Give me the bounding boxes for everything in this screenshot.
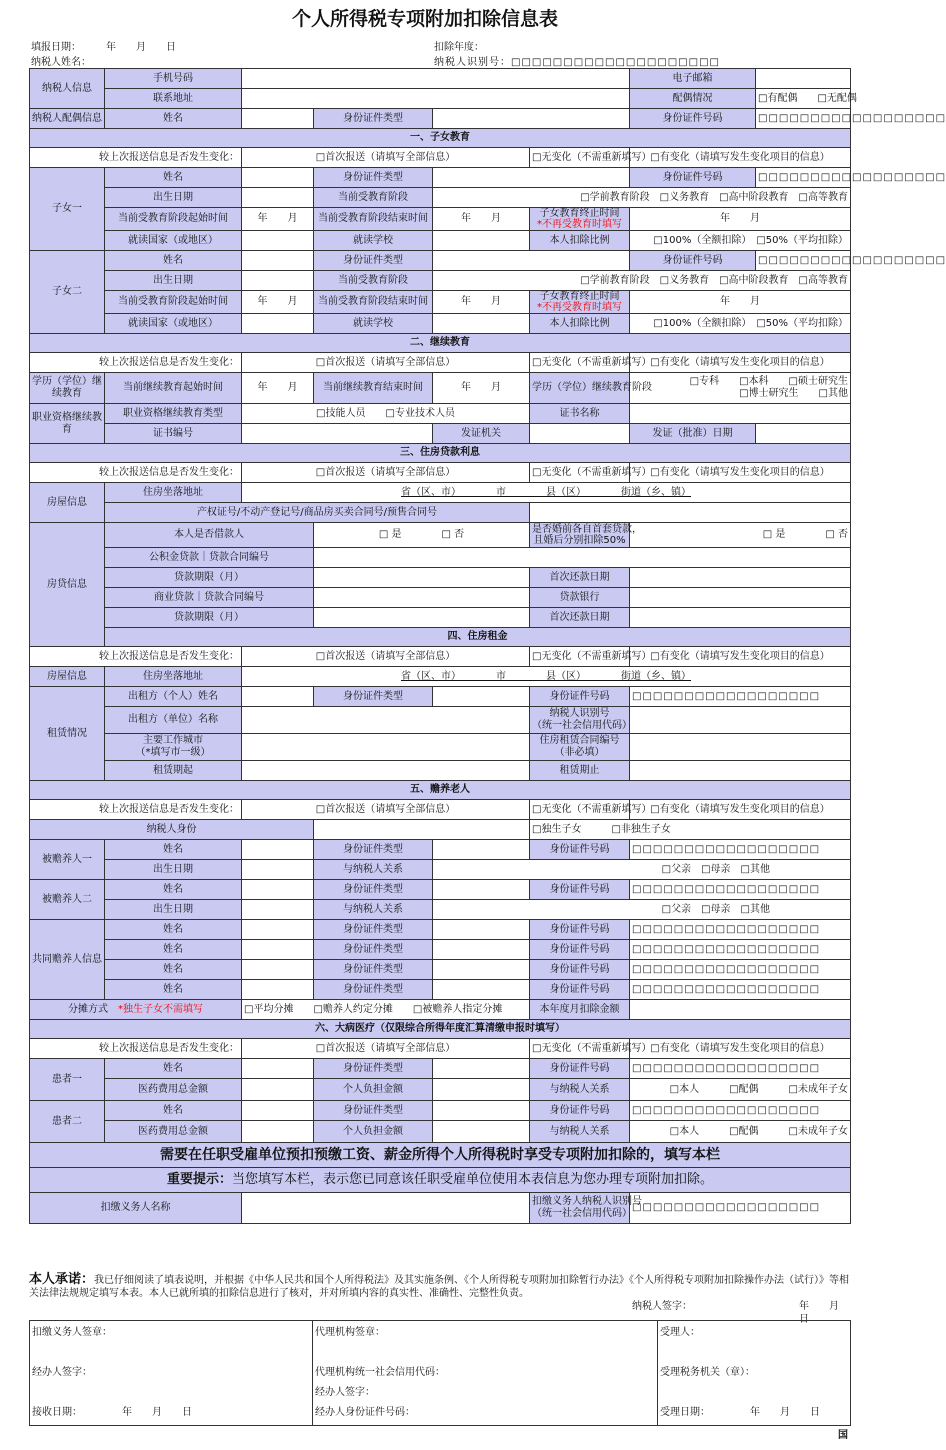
change-yes-option[interactable]: □有变化（请填写发生变化项目的信息）	[630, 353, 851, 373]
elder1-id-type-input[interactable]	[433, 840, 530, 860]
patient1-name-input[interactable]	[242, 1059, 314, 1079]
change-yes-option[interactable]: □有变化（请填写发生变化项目的信息）	[630, 647, 851, 667]
id-type-label: 身份证件类型	[314, 109, 433, 129]
id-type-label: 身份证件类型	[314, 880, 433, 900]
degree-stage-label: 学历（学位）继续教育阶段	[530, 373, 630, 404]
lessor-id-type-input[interactable]	[433, 687, 530, 707]
issue-date-label: 发证（批准）日期	[630, 424, 756, 444]
child1-end-input[interactable]: 年 月	[433, 208, 530, 231]
name-label: 姓名	[105, 1101, 242, 1121]
child2-id-type-input[interactable]	[433, 251, 630, 271]
elder2-name-input[interactable]	[242, 880, 314, 900]
change-yes-option[interactable]: □有变化（请填写发生变化项目的信息）	[630, 1039, 851, 1059]
house-info-label: 房屋信息	[30, 483, 105, 523]
elder2-birth-input[interactable]	[242, 900, 314, 920]
tax-office-seal-label: 受理税务机关（章）：	[660, 1367, 755, 1378]
patient2-name-input[interactable]	[242, 1101, 314, 1121]
child2-birth-input[interactable]	[242, 271, 314, 291]
address-input[interactable]	[242, 89, 630, 109]
patient1-total-input[interactable]	[242, 1079, 314, 1101]
split-method-options[interactable]: □平均分摊 □赡养人约定分摊 □被赡养人指定分摊	[242, 1000, 530, 1020]
change-first-option[interactable]: □首次报送（请填写全部信息）	[242, 353, 530, 373]
name-label: 姓名	[105, 840, 242, 860]
child2-end-input[interactable]: 年 月	[433, 291, 530, 314]
commercial-first-pay-input[interactable]	[630, 608, 851, 628]
issuer-input[interactable]	[530, 424, 630, 444]
id-type-label: 身份证件类型	[314, 920, 433, 940]
name-label: 姓名	[105, 168, 242, 188]
id-type-label: 身份证件类型	[314, 960, 433, 980]
co3-id-type-input[interactable]	[433, 960, 530, 980]
identity-options[interactable]: □独生子女 □非独生子女	[530, 820, 851, 840]
cont-end-label: 当前继续教育结束时间	[314, 373, 433, 404]
co2-id-boxes[interactable]: □□□□□□□□□□□□□□□□□□	[630, 940, 851, 960]
fill-date-value[interactable]: 年 月 日	[106, 42, 176, 53]
co-supporter-label: 共同赡养人信息	[30, 920, 105, 1000]
birth-label: 出生日期	[105, 860, 242, 880]
elder1-relation-options[interactable]: □父亲 □母亲 □其他	[433, 860, 851, 880]
receive-date: 接收日期： 年 月 日	[32, 1407, 192, 1418]
medical-total-label: 医药费用总金额	[105, 1121, 242, 1143]
patient2-id-boxes[interactable]: □□□□□□□□□□□□□□□□□□	[630, 1101, 851, 1121]
patient1-self-input[interactable]	[433, 1079, 530, 1101]
co4-id-type-input[interactable]	[433, 980, 530, 1000]
withholder-sign-cell[interactable]	[30, 1321, 313, 1426]
agency-operator-label: 经办人签字：	[315, 1387, 375, 1398]
lessor-unit-label: 出租方（单位）名称	[105, 707, 242, 734]
id-no-label: 身份证件号码	[530, 960, 630, 980]
spouse-name-input[interactable]	[242, 109, 314, 129]
pledge-label: 本人承诺：	[29, 1272, 95, 1287]
name-label: 姓名	[105, 960, 242, 980]
stage-start-label: 当前受教育阶段起始时间	[105, 208, 242, 231]
issue-date-input[interactable]	[756, 424, 851, 444]
ratio-label: 本人扣除比例	[530, 314, 630, 334]
section-housing-loan: 三、住房贷款利息	[30, 444, 851, 463]
work-city-input[interactable]	[242, 734, 530, 761]
section-medical: 六、大病医疗（仅限综合所得年度汇算清缴申报时填写）	[30, 1020, 851, 1039]
first-pay-label: 首次还款日期	[530, 608, 630, 628]
elder2-relation-options[interactable]: □父亲 □母亲 □其他	[433, 900, 851, 920]
relation-label: 与纳税人关系	[530, 1121, 630, 1143]
birth-label: 出生日期	[105, 271, 242, 291]
id-no-label: 身份证件号码	[530, 1059, 630, 1079]
co4-name-input[interactable]	[242, 980, 314, 1000]
change-first-option[interactable]: □首次报送（请填写全部信息）	[242, 148, 530, 168]
contract-input[interactable]	[630, 734, 851, 761]
change-none-option[interactable]: □无变化（不需重新填写）	[530, 353, 630, 373]
elder1-id-boxes[interactable]: □□□□□□□□□□□□□□□□□□	[630, 840, 851, 860]
rent-start-label: 租赁期起	[105, 761, 242, 781]
change-first-option[interactable]: □首次报送（请填写全部信息）	[242, 800, 530, 820]
section-continuing-education: 二、继续教育	[30, 334, 851, 353]
taxpayer-info-label: 纳税人信息	[30, 69, 105, 109]
property-cert-input[interactable]	[530, 503, 851, 523]
cert-no-label: 证书编号	[105, 424, 242, 444]
change-question: 较上次报送信息是否发生变化：	[30, 148, 242, 168]
agency-seal-label: 代理机构签章：	[315, 1327, 385, 1338]
relation-label: 与纳税人关系	[314, 860, 433, 880]
cert-name-input[interactable]	[630, 404, 851, 424]
fund-first-pay-input[interactable]	[630, 568, 851, 588]
premarital-label: 是否婚前各自首套贷款， 且婚后分别扣除50%	[530, 523, 630, 548]
id-no-label: 身份证件号码	[530, 940, 630, 960]
child1-id-boxes[interactable]: □□□□□□□□□□□□□□□□□□	[756, 168, 851, 188]
relation-label: 与纳税人关系	[530, 1079, 630, 1101]
vocational-label: 职业资格继续教育	[30, 404, 105, 444]
patient2-relation-options[interactable]: □本人 □配偶 □未成年子女	[630, 1121, 851, 1143]
cont-start-input[interactable]: 年 月	[242, 373, 314, 404]
house-address-label: 住房坐落地址	[105, 483, 242, 503]
split-method-label: 分摊方式 *独生子女不需填写	[30, 1000, 242, 1020]
fund-period-label: 贷款期限（月）	[105, 568, 314, 588]
change-none-option[interactable]: □无变化（不需重新填写）	[530, 800, 630, 820]
agency-operator-id-label: 经办人身份证件号码：	[315, 1407, 415, 1418]
country-label: 就读国家（或地区）	[105, 231, 242, 251]
id-no-label: 身份证件号码	[630, 109, 756, 129]
phone-input[interactable]	[242, 69, 630, 89]
fill-date-label: 填报日期：	[31, 42, 81, 53]
elder1-label: 被赡养人一	[30, 840, 105, 880]
rent-address-input[interactable]: 省（区、市） 市 县（区） 街道（乡、镇）	[242, 667, 851, 687]
patient1-label: 患者一	[30, 1059, 105, 1101]
first-pay-label: 首次还款日期	[530, 568, 630, 588]
change-none-option[interactable]: □无变化（不需重新填写）	[530, 1039, 630, 1059]
co3-name-input[interactable]	[242, 960, 314, 980]
id-no-label: 身份证件号码	[530, 980, 630, 1000]
withholder-id-boxes[interactable]: □□□□□□□□□□□□□□□□□□	[630, 1193, 851, 1224]
lessor-person-label: 出租方（个人）姓名	[105, 687, 242, 707]
rental-label: 租赁情况	[30, 687, 105, 781]
email-input[interactable]	[756, 69, 851, 89]
id-type-label: 身份证件类型	[314, 980, 433, 1000]
child1-country-input[interactable]	[242, 231, 314, 251]
degree-stage-options[interactable]: □专科 □本科 □硕士研究生 □博士研究生 □其他	[630, 373, 851, 404]
id-type-label: 身份证件类型	[314, 1101, 433, 1121]
name-label: 姓名	[105, 940, 242, 960]
withholder-seal-label: 扣缴义务人签章：	[32, 1327, 112, 1338]
work-city-label: 主要工作城市 （*填写市一级）	[105, 734, 242, 761]
property-cert-label: 产权证号/不动产登记号/商品房买卖合同号/预售合同号	[105, 503, 530, 523]
id-no-label: 身份证件号码	[530, 687, 630, 707]
child2-country-input[interactable]	[242, 314, 314, 334]
identity-label: 纳税人身份	[30, 820, 314, 840]
fund-loan-input[interactable]	[314, 548, 851, 568]
name-label: 姓名	[105, 251, 242, 271]
patient2-self-input[interactable]	[433, 1121, 530, 1143]
premarital-options[interactable]: □ 是 □ 否	[630, 523, 851, 548]
id-type-label: 身份证件类型	[314, 168, 433, 188]
change-none-option[interactable]: □无变化（不需重新填写）	[530, 647, 630, 667]
change-yes-option[interactable]: □有变化（请填写发生变化项目的信息）	[630, 800, 851, 820]
patient2-total-input[interactable]	[242, 1121, 314, 1143]
withholder-name-label: 扣缴义务人名称	[30, 1193, 242, 1224]
phone-label: 手机号码	[105, 69, 242, 89]
medical-total-label: 医药费用总金额	[105, 1079, 242, 1101]
birth-label: 出生日期	[105, 900, 242, 920]
stage-end-label: 当前受教育阶段结束时间	[314, 208, 433, 231]
borrower-label: 本人是否借款人	[105, 523, 314, 548]
id-type-label: 身份证件类型	[314, 1059, 433, 1079]
co2-id-type-input[interactable]	[433, 940, 530, 960]
id-type-label: 身份证件类型	[314, 251, 433, 271]
id-type-label: 身份证件类型	[314, 940, 433, 960]
accept-date: 受理日期： 年 月 日	[660, 1407, 820, 1418]
footer-mark: 国	[838, 1430, 848, 1441]
change-none-option[interactable]: □无变化（不需重新填写）	[530, 148, 630, 168]
commercial-loan-input[interactable]	[314, 588, 530, 608]
ratio-label: 本人扣除比例	[530, 231, 630, 251]
tax-office-cell[interactable]	[658, 1321, 851, 1426]
relation-label: 与纳税人关系	[314, 900, 433, 920]
taxpayer-sign-label: 纳税人签字：	[632, 1301, 692, 1312]
cert-name-label: 证书名称	[530, 404, 630, 424]
bank-input[interactable]	[630, 588, 851, 608]
co4-id-boxes[interactable]: □□□□□□□□□□□□□□□□□□	[630, 980, 851, 1000]
child1-ratio-options[interactable]: □100%（全额扣除） □50%（平均扣除）	[630, 231, 851, 251]
taxpayer-id-field[interactable]: 纳税人识别号：□□□□□□□□□□□□□□□□□□□□	[434, 57, 720, 68]
co2-name-input[interactable]	[242, 940, 314, 960]
taxpayer-sign-date[interactable]: 年 月 日	[799, 1301, 859, 1325]
voc-type-options[interactable]: □技能人员 □专业技术人员	[242, 404, 530, 424]
patient1-relation-options[interactable]: □本人 □配偶 □未成年子女	[630, 1079, 851, 1101]
fund-period-input[interactable]	[314, 568, 530, 588]
elder2-label: 被赡养人二	[30, 880, 105, 920]
co3-id-boxes[interactable]: □□□□□□□□□□□□□□□□□□	[630, 960, 851, 980]
spouse-id-boxes[interactable]: □□□□□□□□□□□□□□□□□□	[756, 109, 851, 129]
name-label: 姓名	[105, 109, 242, 129]
stop-time-label: 子女教育终止时间 *不再受教育时填写	[530, 291, 630, 314]
spouse-status-label: 配偶情况	[630, 89, 756, 109]
change-yes-option[interactable]: □有变化（请填写发生变化项目的信息）	[630, 463, 851, 483]
id-no-label: 身份证件号码	[530, 920, 630, 940]
id-type-label: 身份证件类型	[314, 840, 433, 860]
section-elderly-support: 五、赡养老人	[30, 781, 851, 800]
taxpayer-name-label: 纳税人姓名：	[31, 57, 91, 68]
loan-info-label: 房贷信息	[30, 523, 105, 647]
stage-start-label: 当前受教育阶段起始时间	[105, 291, 242, 314]
child1-birth-input[interactable]	[242, 188, 314, 208]
monthly-amount-label: 本年度月扣除金额	[530, 1000, 630, 1020]
stage-label: 当前受教育阶段	[314, 271, 433, 291]
child1-school-input[interactable]	[433, 231, 530, 251]
issuer-label: 发证机关	[433, 424, 530, 444]
contract-label: 住房租赁合同编号 （非必填）	[530, 734, 630, 761]
patient1-id-boxes[interactable]: □□□□□□□□□□□□□□□□□□	[630, 1059, 851, 1079]
elder2-id-boxes[interactable]: □□□□□□□□□□□□□□□□□□	[630, 880, 851, 900]
rent-end-label: 租赁期止	[530, 761, 630, 781]
co1-id-type-input[interactable]	[433, 920, 530, 940]
child2-id-boxes[interactable]: □□□□□□□□□□□□□□□□□□	[756, 251, 851, 271]
school-label: 就读学校	[314, 314, 433, 334]
spouse-info-label: 纳税人配偶信息	[30, 109, 105, 129]
lessor-person-input[interactable]	[242, 687, 314, 707]
change-first-option[interactable]: □首次报送（请填写全部信息）	[242, 463, 530, 483]
child2-name-input[interactable]	[242, 251, 314, 271]
rent-address-label: 住房坐落地址	[105, 667, 242, 687]
child1-name-input[interactable]	[242, 168, 314, 188]
school-label: 就读学校	[314, 231, 433, 251]
degree-education-label: 学历（学位）继续教育	[30, 373, 105, 404]
lessor-tin-label: 纳税人识别号 （统一社会信用代码）	[530, 707, 630, 734]
child2-label: 子女二	[30, 251, 105, 334]
deduction-year-label: 扣除年度：	[434, 42, 484, 53]
child1-id-type-input[interactable]	[433, 168, 630, 188]
deduction-form	[29, 68, 946, 1224]
co1-name-input[interactable]	[242, 920, 314, 940]
child1-stop-input[interactable]: 年 月	[630, 208, 851, 231]
child2-stop-input[interactable]: 年 月	[630, 291, 851, 314]
rent-end-input[interactable]	[630, 761, 851, 781]
id-no-label: 身份证件号码	[530, 880, 630, 900]
elder2-id-type-input[interactable]	[433, 880, 530, 900]
id-no-label: 身份证件号码	[630, 251, 756, 271]
agency-sign-cell[interactable]	[313, 1321, 658, 1426]
important-tip: 重要提示：当您填写本栏，表示您已同意该任职受雇单位使用本表信息为您办理专项附加扣除。	[30, 1168, 851, 1193]
form-title: 个人所得税专项附加扣除信息表	[291, 8, 558, 30]
withholder-id-label: 扣缴义务人纳税人识别号 （统一社会信用代码）	[530, 1193, 630, 1224]
name-label: 姓名	[105, 1059, 242, 1079]
stage-end-label: 当前受教育阶段结束时间	[314, 291, 433, 314]
acceptor-label: 受理人：	[660, 1327, 700, 1338]
cont-start-label: 当前继续教育起始时间	[105, 373, 242, 404]
pledge-block	[29, 1272, 859, 1325]
spouse-status-options[interactable]: □有配偶 □无配偶	[756, 89, 851, 109]
change-question: 较上次报送信息是否发生变化：	[30, 800, 242, 820]
lessor-tin-input[interactable]	[630, 707, 851, 734]
spouse-id-type-input[interactable]	[433, 109, 630, 129]
name-label: 姓名	[105, 980, 242, 1000]
stage-label: 当前受教育阶段	[314, 188, 433, 208]
self-pay-label: 个人负担金额	[314, 1121, 433, 1143]
co1-id-boxes[interactable]: □□□□□□□□□□□□□□□□□□	[630, 920, 851, 940]
voc-type-label: 职业资格继续教育类型	[105, 404, 242, 424]
employer-heading: 需要在任职受雇单位预扣预缴工资、薪金所得个人所得税时享受专项附加扣除的，填写本栏	[30, 1143, 851, 1168]
lessor-unit-input[interactable]	[242, 707, 530, 734]
cont-end-input[interactable]: 年 月	[433, 373, 530, 404]
name-label: 姓名	[105, 920, 242, 940]
change-question: 较上次报送信息是否发生变化：	[30, 1039, 242, 1059]
patient2-label: 患者二	[30, 1101, 105, 1143]
section-housing-rent: 四、住房租金	[105, 628, 851, 647]
change-first-option[interactable]: □首次报送（请填写全部信息）	[242, 647, 530, 667]
email-label: 电子邮箱	[630, 69, 756, 89]
borrower-options[interactable]: □ 是 □ 否	[314, 523, 530, 548]
child2-start-input[interactable]: 年 月	[242, 291, 314, 314]
house-address-input[interactable]: 省（区、市） 市 县（区） 街道（乡、镇）	[242, 483, 851, 503]
change-question: 较上次报送信息是否发生变化：	[30, 463, 242, 483]
section-children-education: 一、子女教育	[30, 129, 851, 148]
change-question: 较上次报送信息是否发生变化：	[30, 647, 242, 667]
id-no-label: 身份证件号码	[530, 840, 630, 860]
child1-label: 子女一	[30, 168, 105, 251]
country-label: 就读国家（或地区）	[105, 314, 242, 334]
operator-sign-label: 经办人签字：	[32, 1367, 92, 1378]
elder1-birth-input[interactable]	[242, 860, 314, 880]
patient2-id-type-input[interactable]	[433, 1101, 530, 1121]
patient1-id-type-input[interactable]	[433, 1059, 530, 1079]
lessor-id-boxes[interactable]: □□□□□□□□□□□□□□□□□□	[630, 687, 851, 707]
id-type-label: 身份证件类型	[314, 687, 433, 707]
child1-start-input[interactable]: 年 月	[242, 208, 314, 231]
commercial-period-label: 贷款期限（月）	[105, 608, 314, 628]
name-label: 姓名	[105, 880, 242, 900]
elder1-name-input[interactable]	[242, 840, 314, 860]
signature-table	[29, 1320, 851, 1426]
id-no-label: 身份证件号码	[530, 1101, 630, 1121]
birth-label: 出生日期	[105, 188, 242, 208]
bank-label: 贷款银行	[530, 588, 630, 608]
pledge-text: 我已仔细阅读了填表说明，并根据《中华人民共和国个人所得税法》及其实施条例、《个人所得税专项附加扣除暂行办法》《个人所得税专项附加扣除操作办法（试行）》等相关法律法规规定填写本表。本人已就所填的扣除信息进行了核对，并对所填内容的真实性、准确性、完整性负责。	[29, 1275, 850, 1299]
commercial-period-input[interactable]	[314, 608, 530, 628]
child2-stage-options[interactable]: □学前教育阶段 □义务教育 □高中阶段教育 □高等教育	[433, 271, 851, 291]
change-none-option[interactable]: □无变化（不需重新填写）	[530, 463, 630, 483]
change-first-option[interactable]: □首次报送（请填写全部信息）	[242, 1039, 530, 1059]
rent-house-label: 房屋信息	[30, 667, 105, 687]
change-yes-option[interactable]: □有变化（请填写发生变化项目的信息）	[630, 148, 851, 168]
child2-ratio-options[interactable]: □100%（全额扣除） □50%（平均扣除）	[630, 314, 851, 334]
child2-school-input[interactable]	[433, 314, 530, 334]
child1-stage-options[interactable]: □学前教育阶段 □义务教育 □高中阶段教育 □高等教育	[433, 188, 851, 208]
agency-credit-code-label: 代理机构统一社会信用代码：	[315, 1367, 445, 1378]
monthly-amount-input[interactable]	[630, 1000, 851, 1020]
self-pay-label: 个人负担金额	[314, 1079, 433, 1101]
commercial-loan-label: 商业贷款｜贷款合同编号	[105, 588, 314, 608]
id-no-label: 身份证件号码	[630, 168, 756, 188]
stop-time-label: 子女教育终止时间 *不再受教育时填写	[530, 208, 630, 231]
address-label: 联系地址	[105, 89, 242, 109]
rent-start-input[interactable]	[242, 761, 530, 781]
change-question: 较上次报送信息是否发生变化：	[30, 353, 242, 373]
cert-no-input[interactable]	[242, 424, 433, 444]
fund-loan-label: 公积金贷款｜贷款合同编号	[105, 548, 314, 568]
withholder-name-input[interactable]	[242, 1193, 530, 1224]
